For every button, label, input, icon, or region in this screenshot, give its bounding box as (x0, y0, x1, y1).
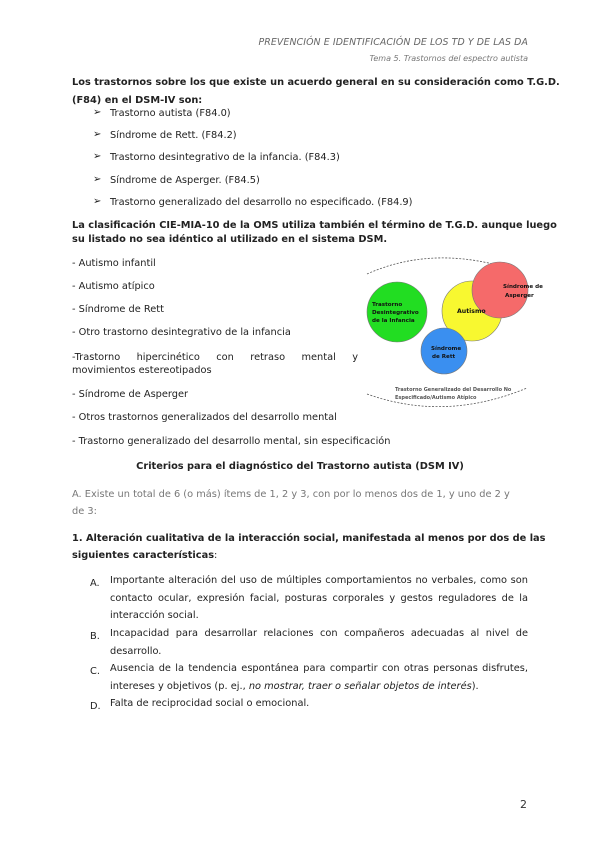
criteria-a-line2: de 3: (72, 506, 97, 517)
criteria-1-line2 (72, 549, 217, 562)
cie-list-item: - Autismo atípico (72, 281, 155, 292)
dsm-list-item: Síndrome de Asperger. (F84.5) (110, 175, 260, 186)
section1-intro-line2: (F84) en el DSM-IV son: (72, 95, 203, 106)
criteria-item-text: Importante alteración del uso de múltiples comportamientos no verbales, como son contacto ocular, expresión facial, posturas corporales y gestos reguladores de la interacción social. (110, 575, 528, 621)
diagram-frame-arc-top (367, 258, 493, 274)
criteria-item-text (110, 660, 528, 695)
page-number: 2 (520, 798, 527, 811)
criteria-item-text-start: Ausencia de la tendencia espontánea para compartir con otras personas disfrutes, intereses y objetivos (p. ej., (110, 663, 528, 692)
criteria-item-letter: A. (90, 578, 100, 589)
criteria-item-text: Incapacidad para desarrollar relaciones con compañeros adecuadas al nivel de desarrollo. (110, 628, 528, 657)
bullet-arrow-icon: ➢ (93, 151, 102, 162)
criteria-item-text-italic: no mostrar, traer o señalar objetos de interés (248, 680, 472, 692)
section1-intro-line1: Los trastornos sobre los que existe un acuerdo general en su consideración como T.G.D. (72, 77, 560, 88)
criteria-item-letter: C. (90, 666, 100, 677)
criteria-1-colon: : (214, 550, 218, 561)
cie-list-item: - Autismo infantil (72, 258, 156, 269)
bullet-arrow-icon: ➢ (93, 196, 102, 207)
diagram-caption-1: Trastorno Generalizado del Desarrollo No (395, 387, 512, 393)
header-subtitle: Tema 5. Trastornos del espectro autista (369, 54, 528, 63)
dsm-list-item: Síndrome de Rett. (F84.2) (110, 130, 237, 141)
cie-list-item: - Trastorno generalizado del desarrollo mental, sin especificación (72, 436, 391, 447)
tgd-diagram (365, 252, 543, 410)
cie-list-item-continuation: movimientos estereotipados (72, 365, 212, 376)
label-rett-1: Síndrome (431, 346, 462, 352)
label-rett-2: de Rett (432, 354, 456, 360)
dsm-list-item: Trastorno generalizado del desarrollo no especificado. (F84.9) (110, 197, 413, 208)
criteria-1-line2-text: siguientes características (72, 550, 215, 561)
bullet-arrow-icon: ➢ (93, 129, 102, 140)
label-autismo: Autismo (457, 308, 486, 315)
section2-intro-line2: su listado no sea idéntico al utilizado en el sistema DSM. (72, 234, 388, 245)
label-desintegrativo-2: Desintegrativo (372, 310, 419, 316)
cie-list-item: -Trastorno hipercinético con retraso mental y (72, 352, 358, 363)
diagram-caption-2: Especificado/Autismo Atípico (395, 395, 477, 401)
dsm-list-item: Trastorno desintegrativo de la infancia. (F84.3) (110, 152, 340, 163)
criteria-item-text-end: ). (471, 680, 479, 692)
label-desintegrativo-3: de la Infancia (372, 318, 415, 324)
bullet-arrow-icon: ➢ (93, 107, 102, 118)
section2-intro-line1: La clasificación CIE-MIA-10 de la OMS utiliza también el término de T.G.D. aunque luego (72, 220, 557, 231)
cie-list-item: - Síndrome de Rett (72, 304, 164, 315)
criteria-1-line1: 1. Alteración cualitativa de la interacción social, manifestada al menos por dos de las (72, 533, 546, 544)
label-desintegrativo-1: Trastorno (372, 302, 403, 308)
bullet-arrow-icon: ➢ (93, 174, 102, 185)
criteria-item-letter: D. (90, 701, 101, 712)
cie-list-item: - Síndrome de Asperger (72, 389, 189, 400)
label-asperger-1: Síndrome de (503, 284, 543, 290)
cie-list-item: - Otros trastornos generalizados del desarrollo mental (72, 412, 337, 423)
criteria-item-text: Falta de reciprocidad social o emocional. (110, 698, 310, 709)
label-asperger-2: Asperger (505, 293, 534, 299)
criteria-a-line1: A. Existe un total de 6 (o más) ítems de 1, 2 y 3, con por lo menos dos de 1, y uno de 2 y (72, 489, 510, 500)
dsm-list-item: Trastorno autista (F84.0) (110, 108, 231, 119)
criteria-title: Criterios para el diagnóstico del Trastorno autista (DSM IV) (136, 461, 464, 472)
header-title: PREVENCIÓN E IDENTIFICACIÓN DE LOS TD Y DE LAS DA (258, 37, 528, 48)
cie-list-item: - Otro trastorno desintegrativo de la infancia (72, 327, 291, 338)
criteria-item-letter: B. (90, 631, 100, 642)
